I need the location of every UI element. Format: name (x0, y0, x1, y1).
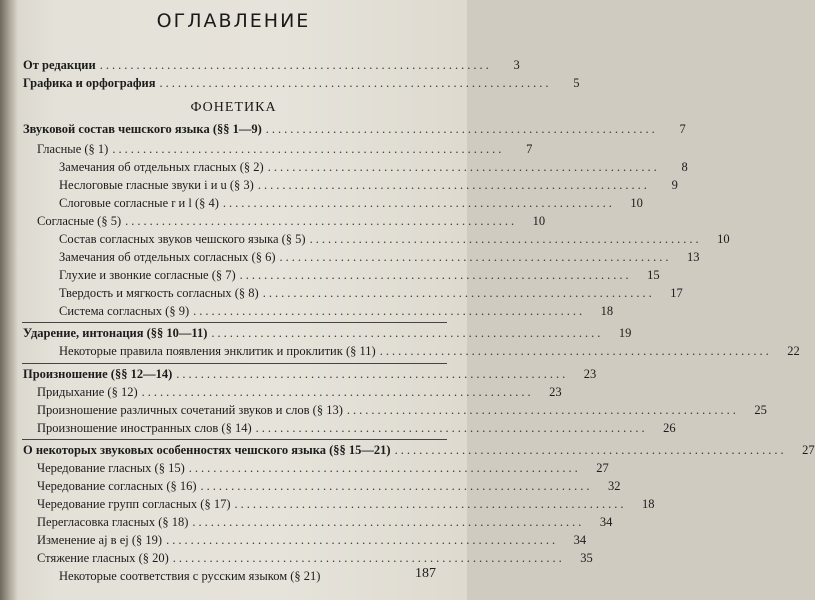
toc-entry[interactable]: Состав согласных звуков чешского языка (§ 5) ................................................................ 10 (59, 232, 730, 246)
toc-entry[interactable]: Неслоговые гласные звуки i и u (§ 3) ................................................................ 9 (59, 178, 678, 192)
toc-entry[interactable]: Изменение aj в ej (§ 19) ................................................................ 34 (37, 533, 587, 547)
divider (22, 363, 447, 364)
toc-entry[interactable]: Произношение различных сочетаний звуков и слов (§ 13) ................................................................ 25 (37, 403, 767, 417)
toc-label: Графика и орфография (23, 76, 156, 90)
toc-entry[interactable]: Замечания об отдельных гласных (§ 2) ................................................................ 8 (59, 160, 688, 174)
toc-entry[interactable]: Система согласных (§ 9) ................................................................ 18 (59, 304, 614, 318)
toc-label: Замечания об отдельных гласных (§ 2) (59, 160, 264, 174)
toc-label: Звуковой состав чешского языка (§§ 1—9) (23, 122, 262, 136)
toc-entry[interactable]: Чередование согласных (§ 16) ................................................................ 32 (37, 479, 621, 493)
toc-page: 18 (600, 304, 614, 318)
toc-entry[interactable]: Придыхание (§ 12) ................................................................ 23 (37, 385, 562, 399)
toc-label: Стяжение гласных (§ 20) (37, 551, 169, 565)
toc-entry[interactable]: Чередование гласных (§ 15) ................................................................ 27 (37, 461, 609, 475)
toc-page: 10 (532, 214, 546, 228)
toc-label: О некоторых звуковых особенностях чешского языка (§§ 15—21) (23, 443, 391, 457)
toc-label: Изменение aj в ej (§ 19) (37, 533, 163, 547)
toc-label: Чередование групп согласных (§ 17) (37, 497, 231, 511)
toc-page: 10 (717, 232, 730, 246)
toc-entry[interactable]: Замечания об отдельных согласных (§ 6) ................................................................ 13 (59, 250, 700, 264)
toc-page: 34 (573, 533, 587, 547)
toc-page: 22 (787, 344, 800, 358)
divider (22, 322, 447, 323)
section-heading: ФОНЕТИКА (190, 100, 277, 115)
toc-page: 5 (573, 76, 580, 90)
toc-label: Согласные (§ 5) (37, 214, 122, 228)
toc-label: Чередование гласных (§ 15) (37, 461, 185, 475)
toc-entry[interactable]: Произношение иностранных слов (§ 14) ................................................................ 26 (37, 421, 676, 435)
toc-entry[interactable]: Некоторые правила появления энклитик и проклитик (§ 11) ................................................................ 22 (59, 344, 800, 358)
toc-entry[interactable]: Стяжение гласных (§ 20) ................................................................ 35 (37, 551, 593, 565)
toc-page: 26 (663, 421, 676, 435)
toc-page: 18 (642, 497, 655, 511)
toc-label: Некоторые правила появления энклитик и проклитик (§ 11) (59, 344, 376, 358)
toc-page: 8 (681, 160, 688, 174)
toc-page: 7 (679, 122, 686, 136)
toc-label: Произношение различных сочетаний звуков и слов (§ 13) (37, 403, 343, 417)
toc-entry[interactable]: Чередование групп согласных (§ 17) ................................................................ 18 (37, 497, 655, 511)
toc-page: 27 (596, 461, 609, 475)
toc-label: Неслоговые гласные звуки i и u (§ 3) (59, 178, 254, 192)
toc-page: 10 (630, 196, 643, 210)
toc-page: 9 (671, 178, 678, 192)
divider (22, 439, 447, 440)
toc-page: 3 (513, 58, 520, 72)
toc-entry[interactable]: Слоговые согласные r и l (§ 4) ................................................................ 10 (59, 196, 643, 210)
toc-entry[interactable]: Гласные (§ 1) ................................................................ 7 (37, 142, 533, 156)
toc-label: Произношение иностранных слов (§ 14) (37, 421, 252, 435)
toc-label: Некоторые соответствия с русским языком (§ 21) (59, 569, 321, 583)
toc-label: Состав согласных звуков чешского языка (§ 5) (59, 232, 306, 246)
toc-label: Слоговые согласные r и l (§ 4) (59, 196, 219, 210)
toc-page: 23 (549, 385, 562, 399)
toc-label: Перегласовка гласных (§ 18) (37, 515, 189, 529)
toc-label: Чередование согласных (§ 16) (37, 479, 197, 493)
toc-entry[interactable]: Глухие и звонкие согласные (§ 7) ................................................................ 15 (59, 268, 660, 282)
toc-label: Глухие и звонкие согласные (§ 7) (59, 268, 236, 282)
toc-page: 35 (580, 551, 593, 565)
toc-label: Гласные (§ 1) (37, 142, 109, 156)
toc-label: Произношение (§§ 12—14) (23, 367, 173, 381)
toc-label: Замечания об отдельных согласных (§ 6) (59, 250, 276, 264)
toc-page: 13 (687, 250, 700, 264)
toc-label: Твердость и мягкость согласных (§ 8) (59, 286, 259, 300)
toc-page: 15 (647, 268, 660, 282)
toc-page: 7 (526, 142, 533, 156)
toc-entry[interactable]: Согласные (§ 5) ................................................................ 10 (37, 214, 546, 228)
toc-page: 34 (599, 515, 613, 529)
toc-page: 17 (670, 286, 683, 300)
toc-label: Ударение, интонация (§§ 10—11) (23, 326, 208, 340)
toc-page: 19 (618, 326, 632, 340)
toc-entry-front-2[interactable]: Графика и орфография ................................................................ 5 (23, 76, 580, 90)
page-title: ОГЛАВЛЕНИЕ (156, 10, 311, 32)
toc-entry[interactable]: Произношение (§§ 12—14) ................................................................ 23 (23, 367, 597, 381)
toc-entry-front-1[interactable]: От редакции ................................................................ 3 (23, 58, 520, 72)
toc-page: 27 (802, 443, 815, 457)
toc-label: Придыхание (§ 12) (37, 385, 138, 399)
toc-entry[interactable]: Звуковой состав чешского языка (§§ 1—9) ................................................................ 7 (23, 122, 686, 136)
toc-page: 32 (608, 479, 621, 493)
page-number: 187 (415, 566, 436, 581)
toc-entry[interactable]: Перегласовка гласных (§ 18) ................................................................ 34 (37, 515, 613, 529)
toc-label: Система согласных (§ 9) (59, 304, 190, 318)
toc-entry[interactable]: О некоторых звуковых особенностях чешского языка (§§ 15—21) ................................................................ 27 (23, 443, 815, 457)
toc-entry[interactable]: Твердость и мягкость согласных (§ 8) ................................................................ 17 (59, 286, 683, 300)
toc-entry[interactable]: Ударение, интонация (§§ 10—11) ................................................................ 19 (23, 326, 632, 340)
toc-page: 23 (583, 367, 597, 381)
toc-label: От редакции (23, 58, 96, 72)
toc-page: 25 (754, 403, 767, 417)
toc-entry[interactable] (0, 569, 467, 587)
